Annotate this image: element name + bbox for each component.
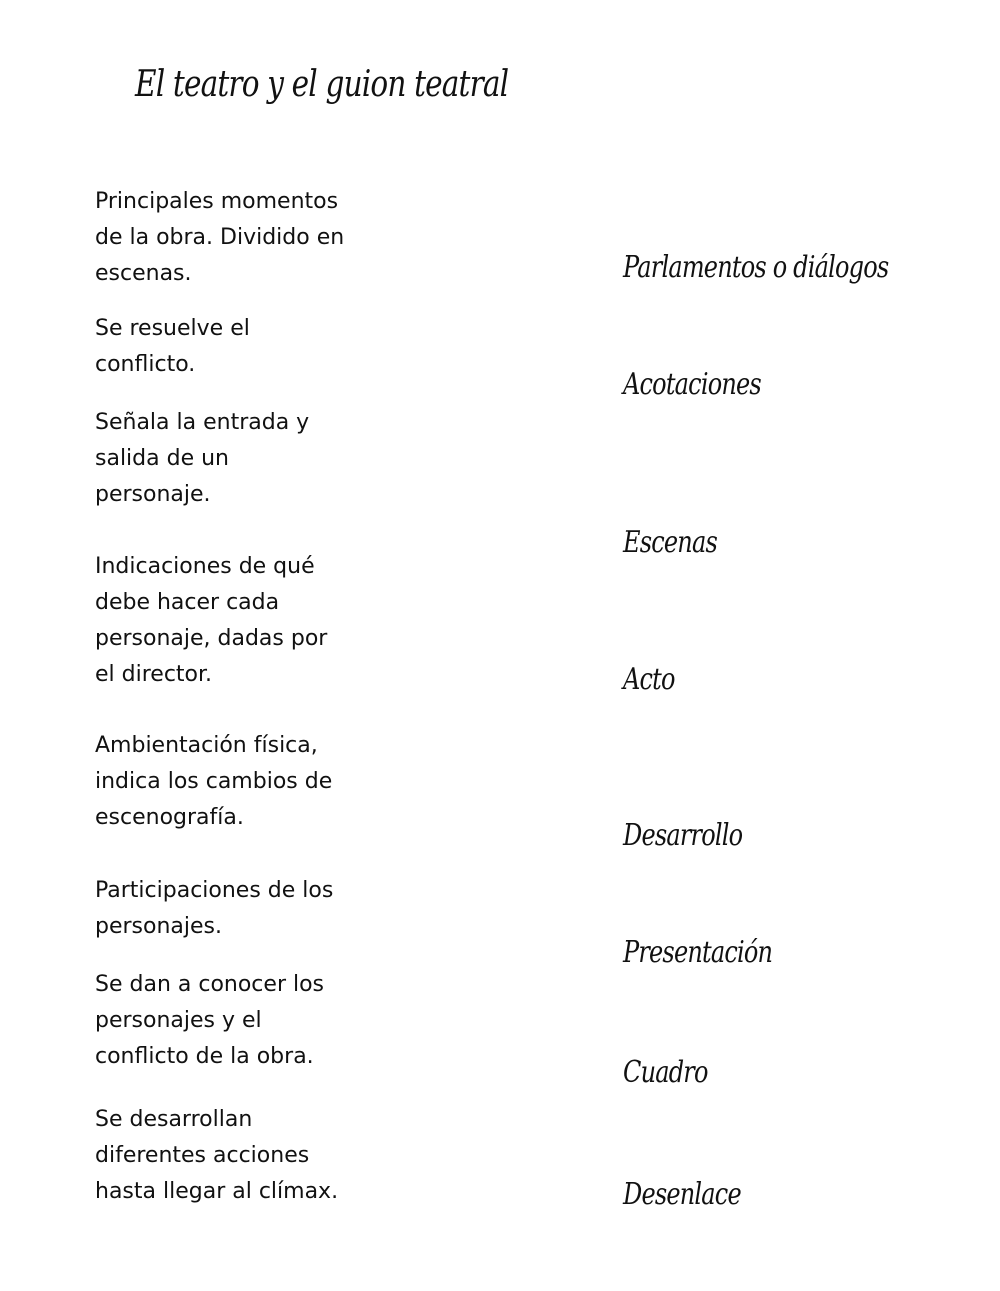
term-parlamentos: Parlamentos o diálogos xyxy=(623,250,889,285)
definition-item: Se desarrollan diferentes acciones hasta llegar al clímax. xyxy=(95,1107,339,1204)
definition-item: Se resuelve el conflicto. xyxy=(95,316,250,377)
definition-item: Indicaciones de qué debe hacer cada personaje, dadas por el director. xyxy=(95,554,328,687)
term-presentacion: Presentación xyxy=(623,935,773,970)
definition-item: Participaciones de los personajes. xyxy=(95,878,334,939)
term-cuadro: Cuadro xyxy=(623,1055,708,1090)
term-desenlace: Desenlace xyxy=(623,1177,741,1212)
term-desarrollo: Desarrollo xyxy=(623,818,743,853)
definition-item: Se dan a conocer los personajes y el conflicto de la obra. xyxy=(95,972,325,1069)
term-acto: Acto xyxy=(623,662,675,697)
term-acotaciones: Acotaciones xyxy=(623,367,761,402)
definition-item: Señala la entrada y salida de un personaje. xyxy=(95,410,310,507)
worksheet-title: El teatro y el guion teatral xyxy=(135,64,509,105)
definition-item: Principales momentos de la obra. Dividido en escenas. xyxy=(95,189,345,286)
term-escenas: Escenas xyxy=(623,525,717,560)
definition-item: Ambientación física, indica los cambios de escenografía. xyxy=(95,733,333,830)
